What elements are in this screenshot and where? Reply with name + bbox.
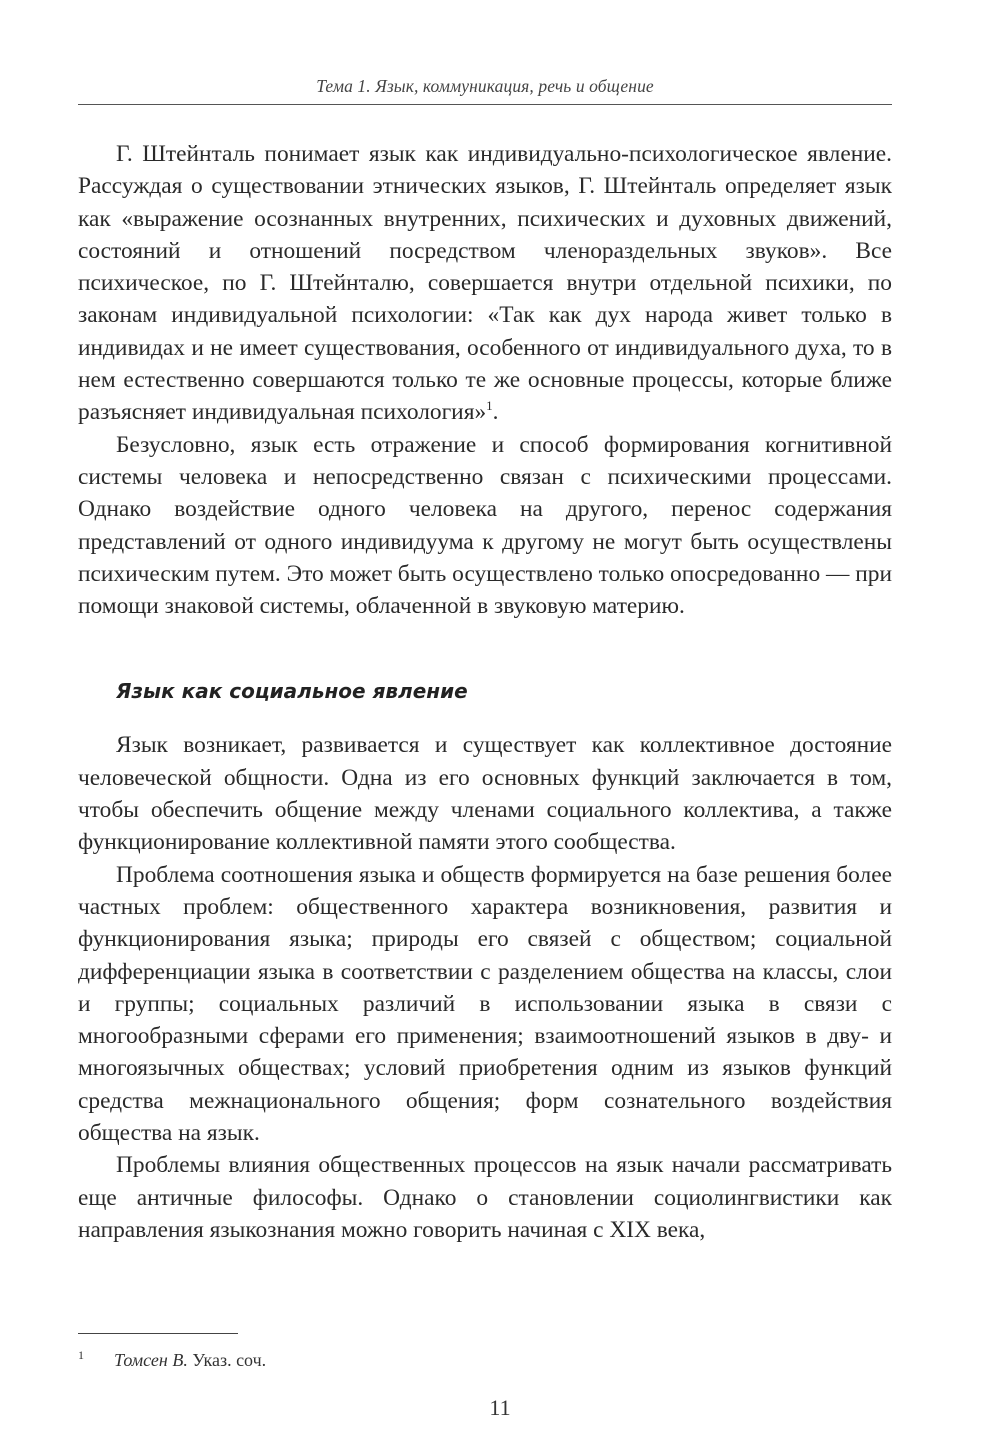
paragraph-society-problems: Проблема соотношения языка и обществ формируется на базе решения более частных проблем: общественного характера возникновения, развития и функционирования языка; природы его связей с обществом; социальной дифференциации языка в соответствии с разделением общества на классы, слои и группы; социальных различий в использовании языка в связи с многообразными сферами его применения; взаимоотношений языков в дву- и многоязычных обществах; условий приобретения одним из языков функций средства межнационального общения; форм сознательного воздействия общества на язык. (78, 861, 892, 1147)
section-heading: Язык как социальное явление (116, 679, 468, 704)
paragraph-sociolinguistics: Проблемы влияния общественных процессов на язык начали рассматривать еще античные философы. Однако о становлении социолингвистики как направления языкознания можно говорить начиная с XIX века, (78, 1152, 892, 1243)
paragraph-cognitive: Безусловно, язык есть отражение и способ формирования когнитивной системы человека и непосредственно связан с психическими процессами. Однако воздействие одного человека на другого, перенос содержания представлений от одного индивидуума к другому не могут быть осуществлены психическим путем. Это может быть осуществлено только опосредованно — при помощи знаковой системы, облаченной в звуковую материю. (78, 431, 892, 620)
footnote-rule (78, 1333, 238, 1334)
paragraph-steinthal (78, 138, 892, 429)
running-header: Тема 1. Язык, коммуникация, речь и общение (316, 76, 654, 96)
footnote-author: Томсен В. (114, 1350, 188, 1370)
page-number: 11 (489, 1395, 511, 1420)
page-body (78, 138, 892, 1246)
paragraph-collective: Язык возникает, развивается и существует как коллективное достояние человеческой общности. Одна из его основных функций заключается в том, чтобы обеспечить общение между членами социального коллектива, а также функционирование коллективной памяти этого сообщества. (78, 732, 892, 856)
header-rule (78, 104, 892, 105)
paragraph-text: Г. Штейнталь понимает язык как индивидуально-психологическое явление. Рассуждая о существовании этнических языков, Г. Штейнталь определяет язык как «выражение осознанных внутренних, психических и духовных движений, состояний и отношений посредством членораздельных звуков». Все психическое, по Г. Штейнталю, совершается внутри отдельной психики, по законам индивидуальной психологии: «Так как дух народа живет только в индивидах и не имеет существования, особенного от индивидуального духа, то в нем естественно совершаются только те же основные процессы, которые ближе разъясняет индивидуальная психология» (78, 141, 892, 426)
paragraph-tail: . (492, 399, 499, 426)
footnote-text: Указ. соч. (187, 1350, 267, 1370)
footnote-reference[interactable]: 1 (486, 398, 493, 414)
footnote: 1 Томсен В. Указ. соч. (78, 1348, 267, 1370)
